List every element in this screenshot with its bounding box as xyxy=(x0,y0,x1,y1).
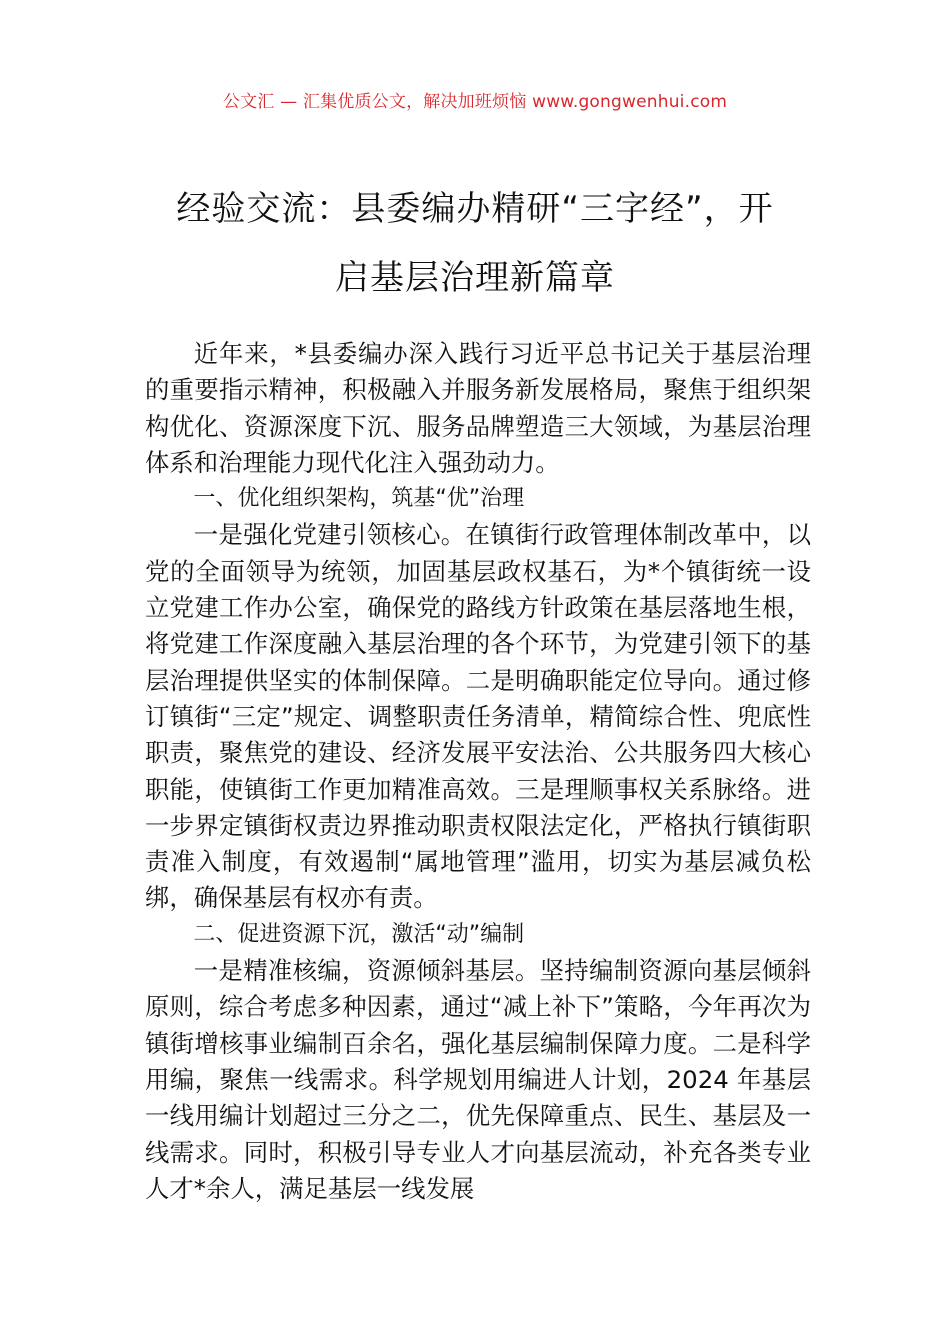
header-banner: 公文汇 — 汇集优质公文，解决加班烦恼 www.gongwenhui.com xyxy=(222,92,728,112)
document-title-line-1: 经验交流：县委编办精研“三字经”，开 xyxy=(176,189,774,229)
document-title-line-2: 启基层治理新篇章 xyxy=(335,258,615,298)
section-1-heading: 一、优化组织架构，筑基“优”治理 xyxy=(193,486,525,512)
document-body xyxy=(145,336,811,1207)
section-1-paragraph: 一是强化党建引领核心。在镇街行政管理体制改革中，以党的全面领导为统领，加固基层政权基石，为*个镇街统一设立党建工作办公室，确保党的路线方针政策在基层落地生根，将党建工作深度融入基层治理的各个环节，为党建引领下的基层治理提供坚实的体制保障。二是明确职能定位导向。通过修订镇街“三定”规定、调整职责任务清单，精简综合性、兜底性职责，聚焦党的建设、经济发展平安法治、公共服务四大核心职能，使镇街工作更加精准高效。三是理顺事权关系脉络。进一步界定镇街权责边界推动职责权限法定化，严格执行镇街职责准入制度，有效遏制“属地管理”滥用，切实为基层减负松绑，确保基层有权亦有责。 xyxy=(145,520,811,913)
section-2-paragraph: 一是精准核编，资源倾斜基层。坚持编制资源向基层倾斜原则，综合考虑多种因素，通过“减上补下”策略，今年再次为镇街增核事业编制百余名，强化基层编制保障力度。二是科学用编，聚焦一线需求。科学规划用编进人计划，2024 年基层一线用编计划超过三分之二，优先保障重点、民生、基层及一线需求。同时，积极引导专业人才向基层流动，补充各类专业人才*余人，满足基层一线发展 xyxy=(145,956,811,1203)
intro-paragraph: 近年来，*县委编办深入践行习近平总书记关于基层治理的重要指示精神，积极融入并服务新发展格局，聚焦于组织架构优化、资源深度下沉、服务品牌塑造三大领域，为基层治理体系和治理能力现代化注入强劲动力。 xyxy=(145,339,811,477)
section-2-heading: 二、促进资源下沉，激活“动”编制 xyxy=(193,921,525,947)
